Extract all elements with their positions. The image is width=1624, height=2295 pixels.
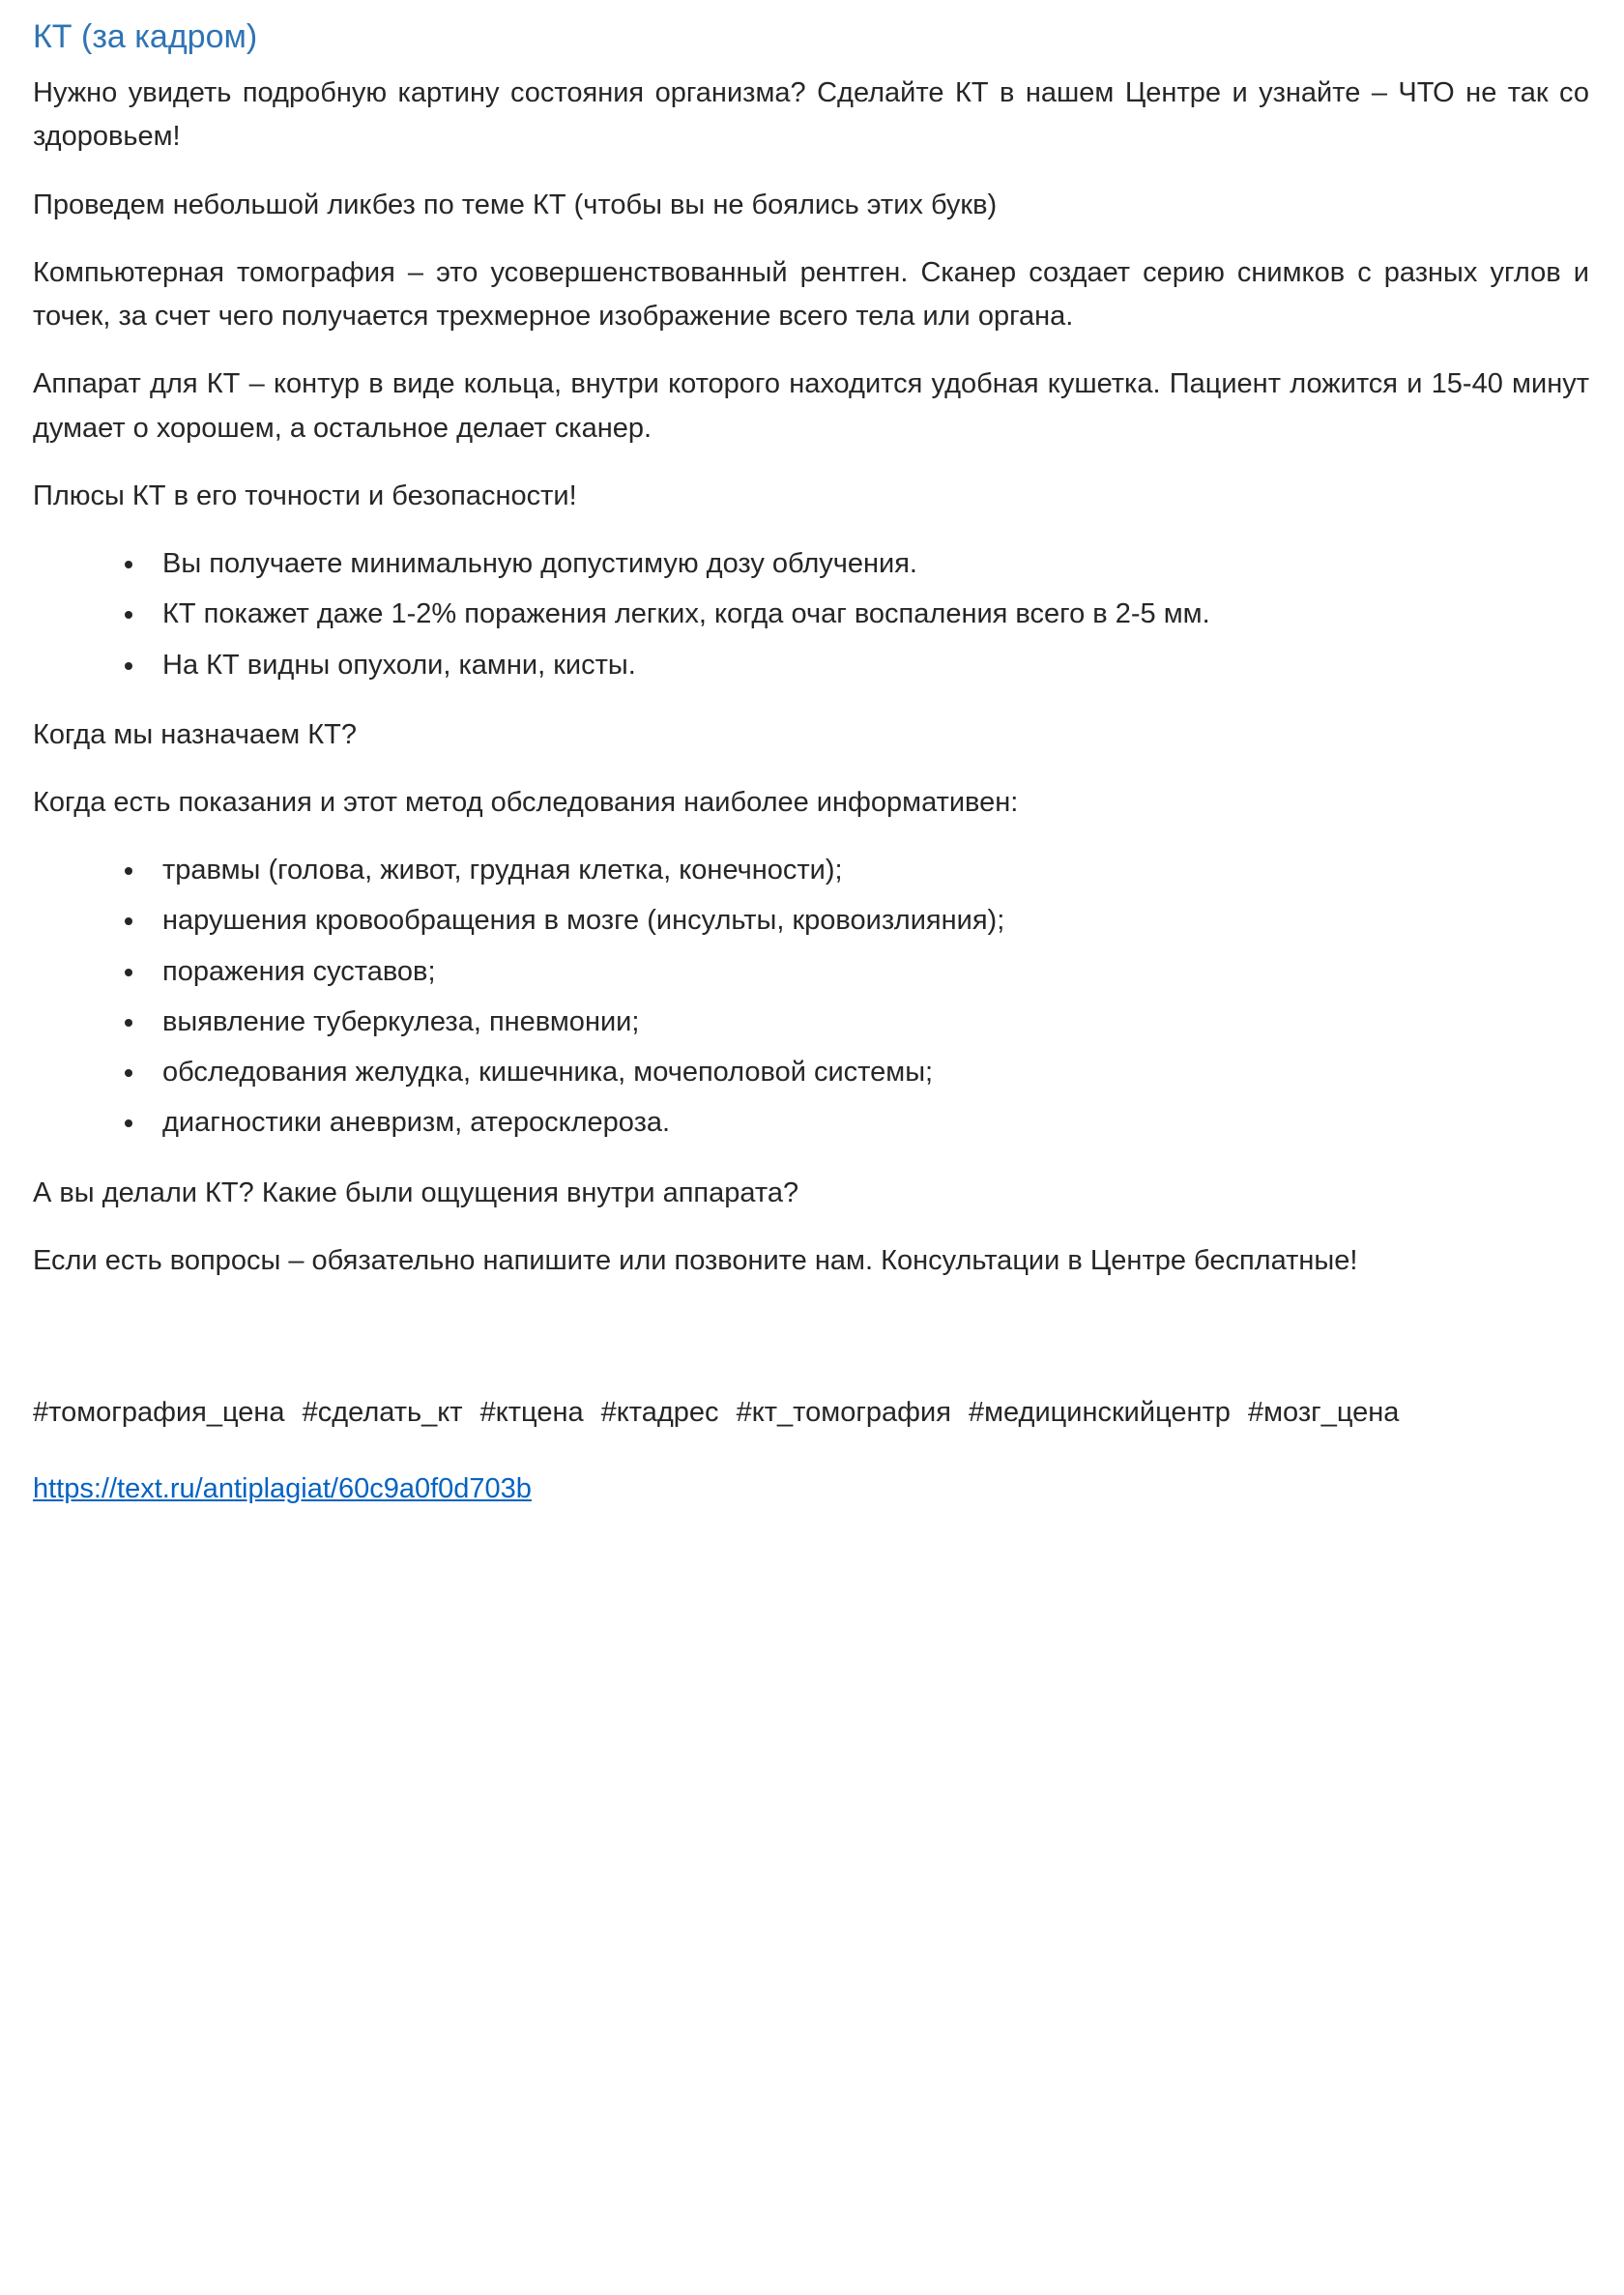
indications-list [33,849,1589,1145]
benefit-item: • КТ покажет даже 1-2% поражения легких, когда очаг воспаления всего в 2-5 мм. [147,593,1589,636]
paragraph-likbez: Проведем небольшой ликбез по теме КТ (чтобы вы не боялись этих букв) [33,189,998,220]
paragraph-pluses-lead: Плюсы КТ в его точности и безопасности! [33,479,577,511]
indication-item: • обследования желудка, кишечника, мочеполовой системы; [147,1051,1589,1094]
page-title: КТ (за кадром) [33,18,258,55]
indication-item: • поражения суставов; [147,950,1589,994]
indication-item: • диагностики аневризм, атеросклероза. [147,1101,1589,1145]
paragraph-outro: Если есть вопросы – обязательно напишите или позвоните нам. Консультации в Центре бесплатные! [33,1244,1358,1276]
indication-item: • травмы (голова, живот, грудная клетка, конечности); [147,849,1589,892]
indication-item: • выявление туберкулеза, пневмонии; [147,1001,1589,1044]
paragraph-what-is-ct: Компьютерная томография – это усовершенствованный рентген. Сканер создает серию снимков с разных углов и точек, за счет чего получается трехмерное изображение всего тела или органа. [33,256,1589,333]
benefit-item: • На КТ видны опухоли, камни, кисты. [147,644,1589,687]
paragraph-intro: Нужно увидеть подробную картину состояния организма? Сделайте КТ в нашем Центре и узнайте – ЧТО не так со здоровьем! [33,77,1589,153]
paragraph-user-question: А вы делали КТ? Какие были ощущения внутри аппарата? [33,1177,799,1208]
paragraph-apparatus: Аппарат для КТ – контур в виде кольца, внутри которого находится удобная кушетка. Пациент ложится и 15-40 минут думает о хорошем, а остальное делает сканер. [33,368,1589,444]
paragraph-when-lead: Когда есть показания и этот метод обследования наиболее информативен: [33,787,1019,818]
indication-item: • нарушения кровообращения в мозге (инсульты, кровоизлияния); [147,899,1589,943]
link-line [33,1467,1589,1511]
benefit-item: • Вы получаете минимальную допустимую дозу облучения. [147,542,1589,586]
antiplagiat-link[interactable]: https://text.ru/antiplagiat/60c9a0f0d703b [33,1473,532,1505]
hashtags-line: #томография_цена #сделать_кт #ктцена #ктадрес #кт_томография #медицинскийцентр #мозг_цена [33,1397,1400,1429]
paragraph-when-question: Когда мы назначаем КТ? [33,718,357,750]
benefits-list [33,542,1589,687]
